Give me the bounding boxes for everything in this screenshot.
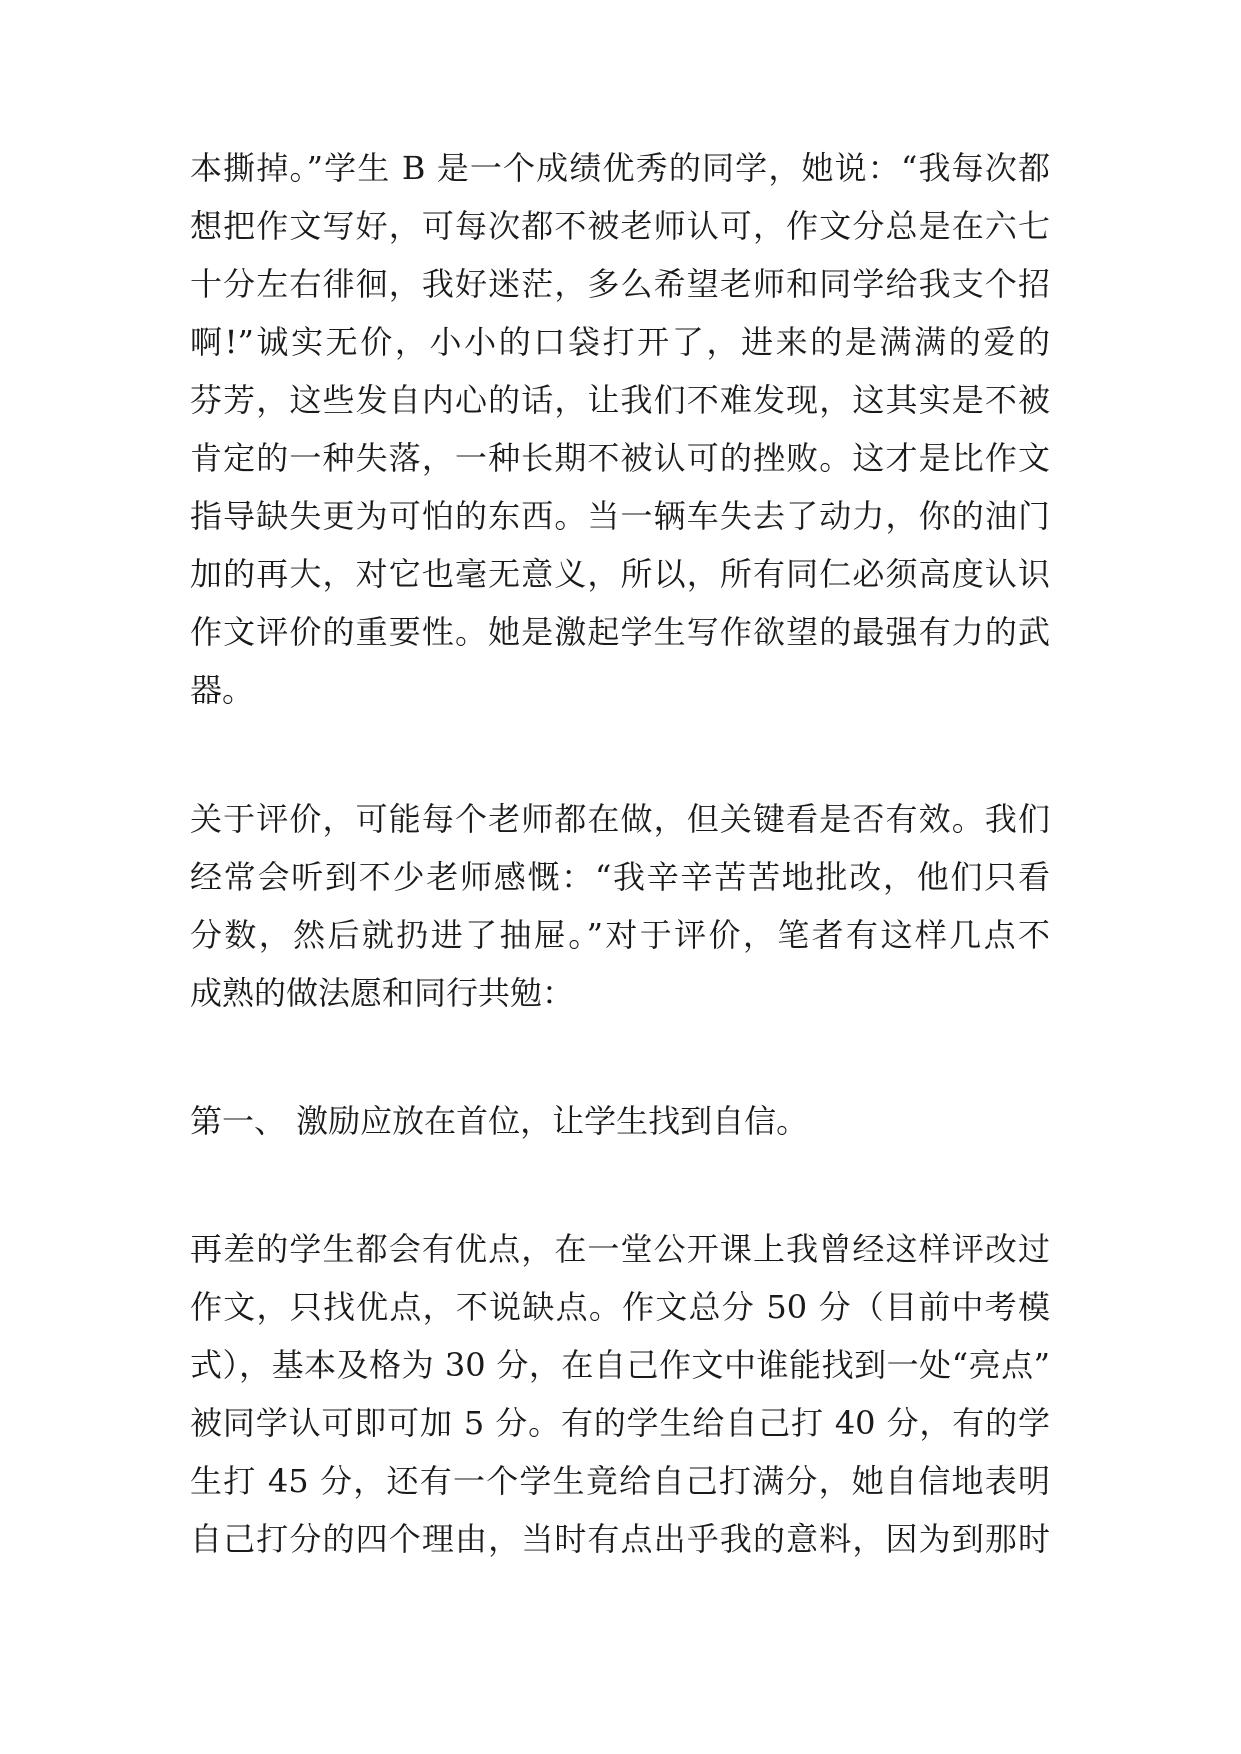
paragraph-1-line-10: 器。 bbox=[190, 671, 255, 709]
paragraph-3-line-6: 自己打分的四个理由，当时有点出乎我的意料，因为到那时 bbox=[190, 1520, 1050, 1558]
paragraph-3-line-2: 作文，只找优点，不说缺点。作文总分 50 分（目前中考模 bbox=[190, 1288, 1050, 1326]
paragraph-1-line-9: 作文评价的重要性。她是激起学生写作欲望的最强有力的武 bbox=[190, 613, 1050, 651]
paragraph-2-line-3: 分数，然后就扔进了抽屉。”对于评价，笔者有这样几点不 bbox=[190, 916, 1050, 954]
section-heading-first: 第一、 激励应放在首位，让学生找到自信。 bbox=[190, 1102, 809, 1140]
paragraph-3-line-1: 再差的学生都会有优点，在一堂公开课上我曾经这样评改过 bbox=[190, 1230, 1050, 1268]
paragraph-2-line-1: 关于评价，可能每个老师都在做，但关键看是否有效。我们 bbox=[190, 800, 1050, 838]
paragraph-3-line-4: 被同学认可即可加 5 分。有的学生给自己打 40 分，有的学 bbox=[190, 1404, 1050, 1442]
paragraph-1-line-5: 芬芳，这些发自内心的话，让我们不难发现，这其实是不被 bbox=[190, 381, 1050, 419]
paragraph-1-line-3: 十分左右徘徊，我好迷茫，多么希望老师和同学给我支个招 bbox=[190, 265, 1050, 303]
paragraph-2-line-4: 成熟的做法愿和同行共勉： bbox=[190, 974, 575, 1012]
paragraph-1-line-7: 指导缺失更为可怕的东西。当一辆车失去了动力，你的油门 bbox=[190, 497, 1050, 535]
paragraph-1-line-4: 啊!”诚实无价，小小的口袋打开了，进来的是满满的爱的 bbox=[190, 323, 1050, 361]
paragraph-3-line-3: 式），基本及格为 30 分，在自己作文中谁能找到一处“亮点” bbox=[190, 1346, 1050, 1384]
paragraph-1-line-1: 本撕掉。”学生 B 是一个成绩优秀的同学，她说：“我每次都 bbox=[190, 149, 1050, 187]
paragraph-1-line-6: 肯定的一种失落，一种长期不被认可的挫败。这才是比作文 bbox=[190, 439, 1050, 477]
paragraph-2-line-2: 经常会听到不少老师感慨：“我辛辛苦苦地批改，他们只看 bbox=[190, 858, 1050, 896]
paragraph-1-line-2: 想把作文写好，可每次都不被老师认可，作文分总是在六七 bbox=[190, 207, 1050, 245]
paragraph-3-line-5: 生打 45 分，还有一个学生竟给自己打满分，她自信地表明 bbox=[190, 1462, 1050, 1500]
paragraph-1-line-8: 加的再大，对它也毫无意义，所以，所有同仁必须高度认识 bbox=[190, 555, 1050, 593]
